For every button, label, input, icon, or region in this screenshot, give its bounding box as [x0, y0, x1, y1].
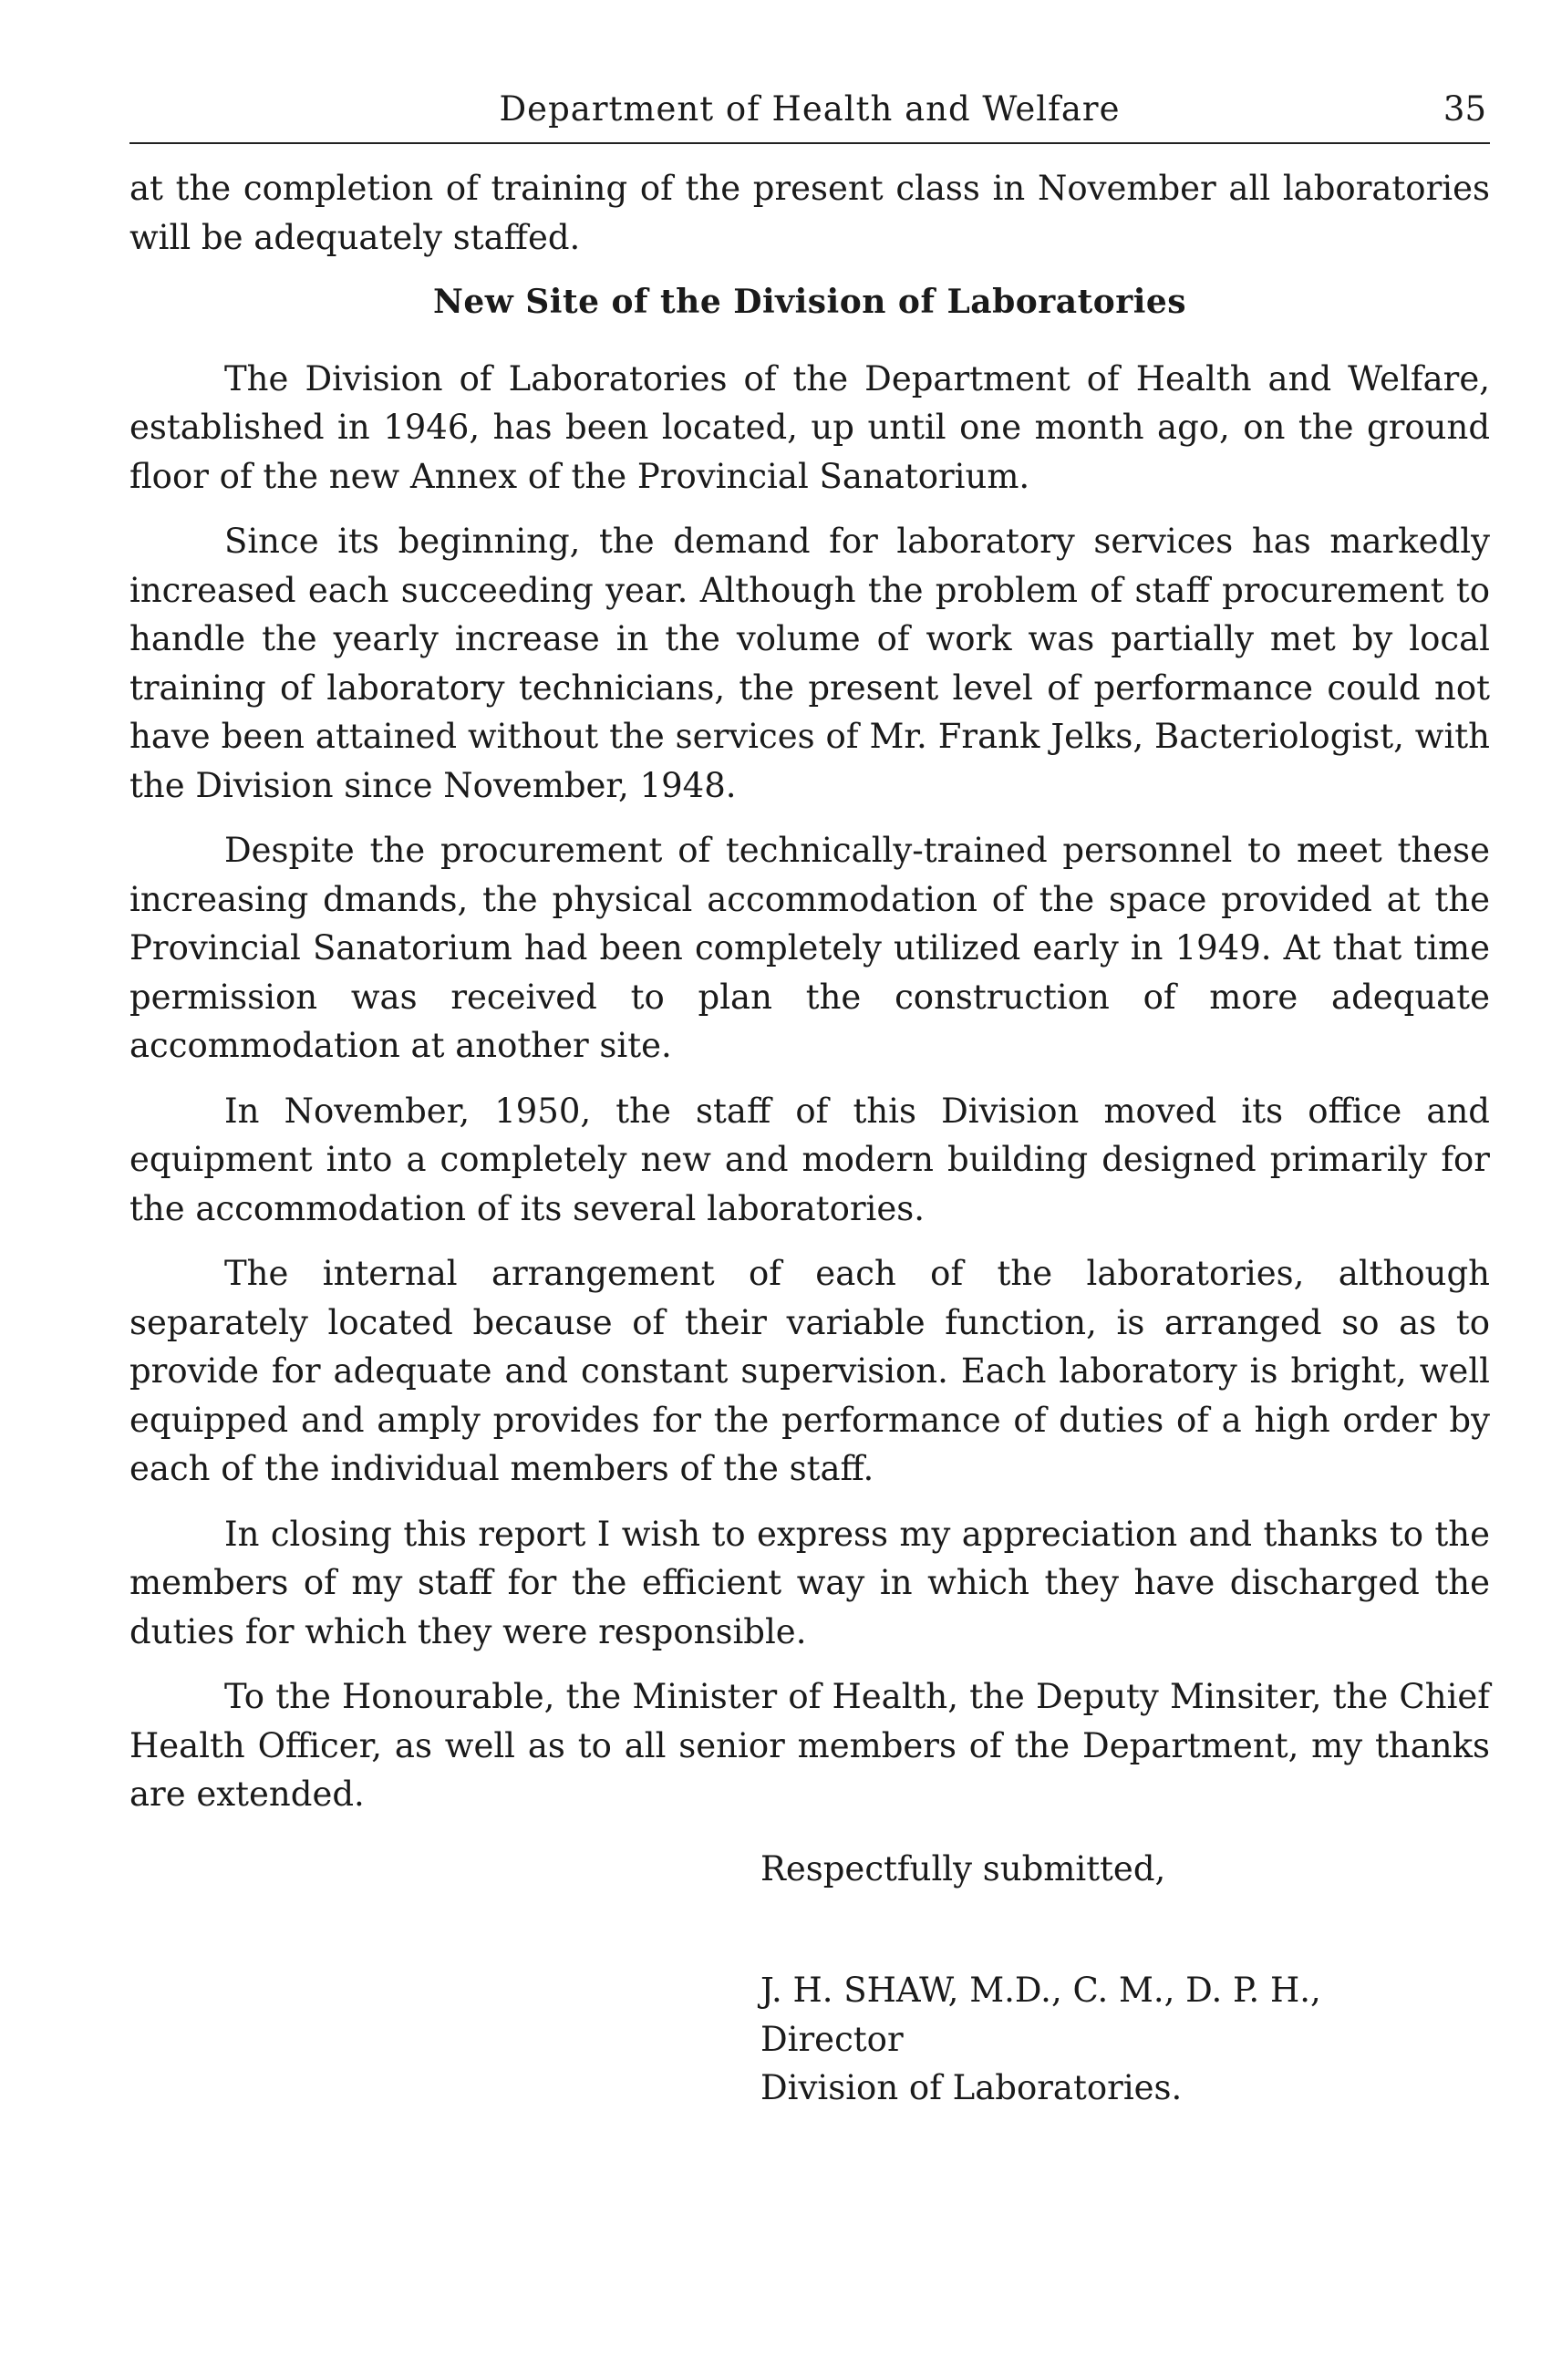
paragraph-established: The Division of Laboratories of the Department of Health and Welfare, established in 1946, has been located, up until one month ago, on the ground floor of the new Annex of the Provincial Sanatorium.: [129, 358, 1490, 496]
document-page: [129, 88, 1490, 2113]
signature-name: J. H. SHAW, M.D., C. M., D. P. H.,: [760, 1971, 1321, 2010]
signature-block: [760, 1845, 1490, 2113]
continued-paragraph: at the completion of training of the present class in November all laboratories will be adequately staffed.: [129, 169, 1490, 257]
paragraph-new-building: In November, 1950, the staff of this Division moved its office and equipment into a completely new and modern building designed primarily for the accommodation of its several laboratories.: [129, 1091, 1490, 1228]
signature-closing: Respectfully submitted,: [760, 1848, 1166, 1888]
signature-title: Director: [760, 2019, 904, 2059]
paragraph-arrangement: The internal arrangement of each of the laboratories, although separately located because of their variable function, is arranged so as to provide for adequate and constant supervision. Each laboratory is bright, well equipped and amply provides for the performance of duties of a high order by each of the individual members of the staff.: [129, 1254, 1490, 1488]
paragraph-demand: Since its beginning, the demand for laboratory services has markedly increased each succeeding year. Although the problem of staff procurement to handle the yearly increase in the volume of work was partially met by local training of laboratory technicians, the present level of performance could not have been attained without the services of Mr. Frank Jelks, Bacteriologist, with the Division since November, 1948.: [129, 522, 1490, 805]
signature-division: Division of Laboratories.: [760, 2068, 1183, 2107]
running-title: Department of Health and Welfare: [499, 89, 1121, 129]
paragraph-procurement: Despite the procurement of technically-trained personnel to meet these increasing dmands, the physical accommodation of the space provided at the Provincial Sanatorium had been completely utilized early in 1949. At that time permission was received to plan the construction of more adequate accommodation at another site.: [129, 831, 1490, 1065]
page-number: 35: [1443, 89, 1486, 129]
paragraph-closing-thanks: In closing this report I wish to express my appreciation and thanks to the members of my staff for the efficient way in which they have discharged the duties for which they were responsible.: [129, 1514, 1490, 1651]
section-heading: New Site of the Division of Laboratories: [432, 283, 1187, 321]
running-header: [129, 88, 1490, 144]
body-text: [129, 164, 1490, 1819]
paragraph-acknowledgement: To the Honourable, the Minister of Health, the Deputy Minsiter, the Chief Health Officer, as well as to all senior members of the Department, my thanks are extended.: [129, 1677, 1490, 1814]
